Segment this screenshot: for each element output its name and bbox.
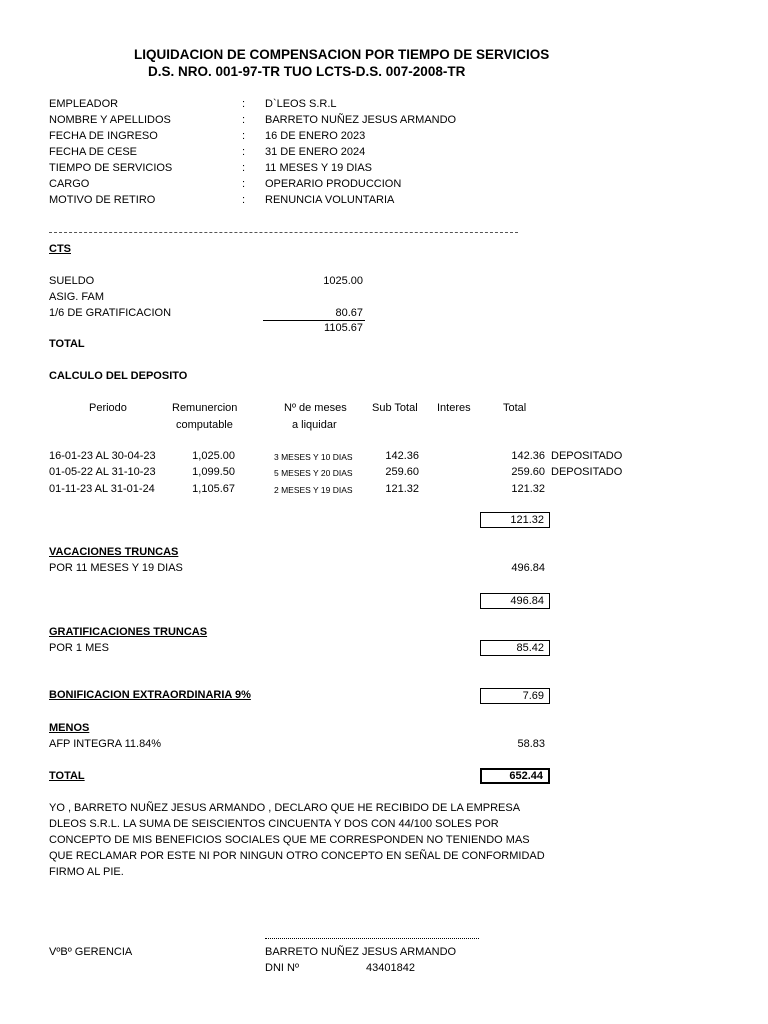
gratificacion-label: 1/6 DE GRATIFICACION [49, 307, 172, 319]
cts-subtotal: 1105.67 [324, 322, 363, 334]
info-value: 16 DE ENERO 2023 [265, 130, 366, 142]
col-remuneracion: Remunercion [172, 402, 238, 414]
row-total: 121.32 [511, 483, 545, 495]
row-meses: 5 MESES Y 20 DIAS [274, 468, 353, 478]
row-subtotal: 259.60 [385, 466, 419, 478]
row-periodo: 01-11-23 AL 31-01-24 [49, 483, 155, 495]
row-total: 259.60 [511, 466, 545, 478]
row-periodo: 01-05-22 AL 31-10-23 [49, 466, 156, 478]
bonificacion-total-box: 7.69 [480, 688, 550, 704]
deposito-total-box: 121.32 [480, 512, 550, 528]
info-sep: : [242, 194, 246, 206]
declaracion-line: DLEOS S.R.L. LA SUMA DE SEISCIENTOS CINCUENTA Y DOS CON 44/100 SOLES POR [49, 818, 499, 830]
info-value: OPERARIO PRODUCCION [265, 178, 402, 190]
row-estado: DEPOSITADO [551, 466, 623, 478]
gratificaciones-total-box: 85.42 [480, 640, 550, 656]
vacaciones-heading: VACACIONES TRUNCAS [49, 546, 179, 558]
declaracion-line: YO , BARRETO NUÑEZ JESUS ARMANDO , DECLARO QUE HE RECIBIDO DE LA EMPRESA [49, 802, 521, 814]
col-meses-2: a liquidar [292, 419, 337, 431]
row-subtotal: 142.36 [385, 450, 419, 462]
col-remuneracion-2: computable [176, 419, 233, 431]
declaracion-line: FIRMO AL PIE. [49, 866, 124, 878]
col-periodo: Periodo [89, 402, 127, 414]
row-rem: 1,105.67 [192, 483, 235, 495]
asig-fam-label: ASIG. FAM [49, 291, 105, 303]
info-sep: : [242, 130, 246, 142]
info-value: 31 DE ENERO 2024 [265, 146, 366, 158]
info-sep: : [242, 162, 246, 174]
cts-heading: CTS [49, 243, 71, 255]
declaracion-line: CONCEPTO DE MIS BENEFICIOS SOCIALES QUE ME CORRESPONDEN NO TENIENDO MAS [49, 834, 530, 846]
gratificaciones-line: POR 1 MES [49, 642, 109, 654]
gratificacion-value: 80.67 [335, 307, 363, 319]
info-label: EMPLEADOR [49, 98, 119, 110]
row-rem: 1,099.50 [192, 466, 235, 478]
document-title: LIQUIDACION DE COMPENSACION POR TIEMPO DE SERVICIOS [134, 47, 550, 62]
info-label: TIEMPO DE SERVICIOS [49, 162, 173, 174]
afp-value: 58.83 [517, 738, 545, 750]
info-sep: : [242, 114, 246, 126]
grand-total-box: 652.44 [480, 768, 550, 784]
menos-heading: MENOS [49, 722, 90, 734]
row-total: 142.36 [511, 450, 545, 462]
sueldo-value: 1025.00 [323, 275, 363, 287]
col-meses: Nº de meses [284, 402, 347, 414]
gratificaciones-heading: GRATIFICACIONES TRUNCAS [49, 626, 208, 638]
row-meses: 3 MESES Y 10 DIAS [274, 452, 353, 462]
col-interes: Interes [437, 402, 471, 414]
section-divider [49, 232, 518, 233]
document-subtitle: D.S. NRO. 001-97-TR TUO LCTS-D.S. 007-2008-TR [148, 64, 466, 79]
signer-name: BARRETO NUÑEZ JESUS ARMANDO [265, 946, 457, 958]
row-estado: DEPOSITADO [551, 450, 623, 462]
info-label: CARGO [49, 178, 90, 190]
info-value: RENUNCIA VOLUNTARIA [265, 194, 395, 206]
gerencia-signature: VºBº GERENCIA [49, 946, 133, 958]
row-periodo: 16-01-23 AL 30-04-23 [49, 450, 156, 462]
row-rem: 1,025.00 [192, 450, 235, 462]
row-meses: 2 MESES Y 19 DIAS [274, 485, 353, 495]
signature-line [265, 938, 479, 939]
deposito-heading: CALCULO DEL DEPOSITO [49, 370, 188, 382]
row-subtotal: 121.32 [385, 483, 419, 495]
info-value: BARRETO NUÑEZ JESUS ARMANDO [265, 114, 457, 126]
vacaciones-line: POR 11 MESES Y 19 DIAS [49, 562, 183, 574]
vacaciones-value: 496.84 [511, 562, 545, 574]
dni-label: DNI Nº [265, 962, 299, 974]
info-value: 11 MESES Y 19 DIAS [265, 162, 373, 174]
cts-total-label: TOTAL [49, 338, 85, 350]
info-label: FECHA DE CESE [49, 146, 138, 158]
info-label: NOMBRE Y APELLIDOS [49, 114, 171, 126]
dni-value: 43401842 [366, 962, 415, 974]
declaracion-line: QUE RECLAMAR POR ESTE NI POR NINGUN OTRO CONCEPTO EN SEÑAL DE CONFORMIDAD [49, 850, 545, 862]
afp-line: AFP INTEGRA 11.84% [49, 738, 162, 750]
info-sep: : [242, 98, 246, 110]
col-total: Total [503, 402, 527, 414]
info-label: FECHA DE INGRESO [49, 130, 158, 142]
info-value: D`LEOS S.R.L [265, 98, 337, 110]
info-sep: : [242, 178, 246, 190]
info-sep: : [242, 146, 246, 158]
bonificacion-heading: BONIFICACION EXTRAORDINARIA 9% [49, 689, 251, 701]
vacaciones-total-box: 496.84 [480, 593, 550, 609]
col-subtotal: Sub Total [372, 402, 418, 414]
grand-total-label: TOTAL [49, 770, 85, 782]
info-label: MOTIVO DE RETIRO [49, 194, 156, 206]
sueldo-label: SUELDO [49, 275, 95, 287]
sum-rule [263, 320, 365, 321]
